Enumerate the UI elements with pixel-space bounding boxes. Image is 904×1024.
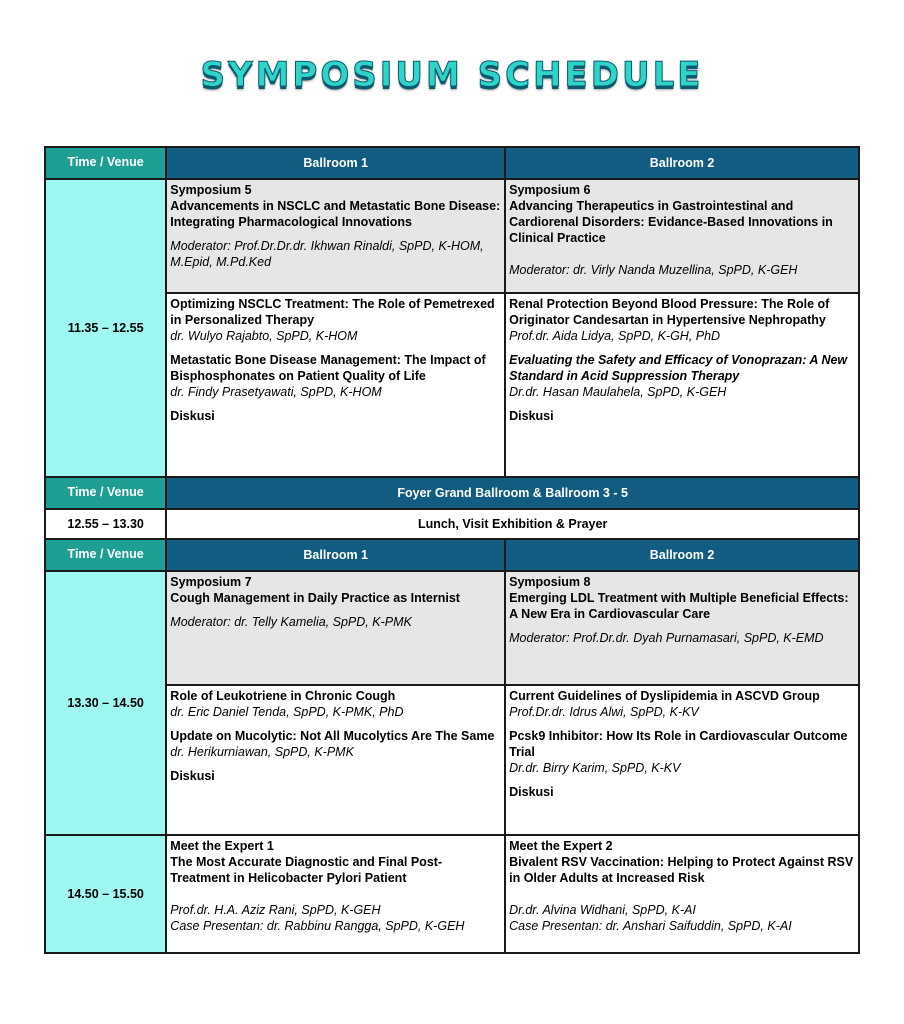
speaker: Dr.dr. Hasan Maulahela, SpPD, K-GEH <box>509 385 727 399</box>
time-slot: 13.30 – 14.50 <box>45 571 166 835</box>
talk-title: Update on Mucolytic: Not All Mucolytics Are The Same <box>170 729 495 743</box>
symposium-title: Emerging LDL Treatment with Multiple Beneficial Effects: A New Era in Cardiovascular Care <box>509 591 849 621</box>
session-label: Meet the Expert 2 <box>509 839 613 853</box>
symposium-7-intro <box>166 571 505 685</box>
speaker: dr. Wulyo Rajabto, SpPD, K-HOM <box>170 329 358 343</box>
case-presenter: Case Presentan: dr. Rabbinu Rangga, SpPD, K-GEH <box>170 919 465 933</box>
speaker: Prof.dr. H.A. Aziz Rani, SpPD, K-GEH <box>170 903 381 917</box>
moderator: Moderator: Prof.Dr.Dr.dr. Ikhwan Rinaldi, SpPD, K-HOM, M.Epid, M.Pd.Ked <box>170 239 484 269</box>
speaker: Prof.dr. Aida Lidya, SpPD, K-GH, PhD <box>509 329 721 343</box>
symposium-5-talks <box>166 293 505 477</box>
schedule-table <box>44 146 860 954</box>
meet-the-expert-2 <box>505 835 859 953</box>
discussion: Diskusi <box>170 409 215 423</box>
speaker: Dr.dr. Alvina Widhani, SpPD, K-AI <box>509 903 696 917</box>
talk-title: Metastatic Bone Disease Management: The Impact of Bisphosphonates on Patient Quality of Life <box>170 353 486 383</box>
session-label: Meet the Expert 1 <box>170 839 274 853</box>
header-row <box>45 539 859 571</box>
talk-title: Renal Protection Beyond Blood Pressure: The Role of Originator Candesartan in Hypertensive Nephropathy <box>509 297 830 327</box>
session-row <box>45 571 859 685</box>
speaker: Dr.dr. Birry Karim, SpPD, K-KV <box>509 761 681 775</box>
header-row <box>45 147 859 179</box>
discussion: Diskusi <box>170 769 215 783</box>
speaker: Prof.Dr.dr. Idrus Alwi, SpPD, K-KV <box>509 705 699 719</box>
ballroom1-header: Ballroom 1 <box>166 539 505 571</box>
foyer-header: Foyer Grand Ballroom & Ballroom 3 - 5 <box>166 477 859 509</box>
session-title: Bivalent RSV Vaccination: Helping to Protect Against RSV in Older Adults at Increased Risk <box>509 855 854 885</box>
moderator: Moderator: dr. Telly Kamelia, SpPD, K-PMK <box>170 615 412 629</box>
symposium-6-intro <box>505 179 859 293</box>
session-row <box>45 293 859 477</box>
time-slot: 14.50 – 15.50 <box>45 835 166 953</box>
symposium-label: Symposium 5 <box>170 183 252 197</box>
talk-title: Evaluating the Safety and Efficacy of Vonoprazan: A New Standard in Acid Suppression Therapy <box>509 353 848 383</box>
session-title: The Most Accurate Diagnostic and Final Post-Treatment in Helicobacter Pylori Patient <box>170 855 443 885</box>
session-row <box>45 835 859 953</box>
symposium-label: Symposium 6 <box>509 183 591 197</box>
case-presenter: Case Presentan: dr. Anshari Saifuddin, SpPD, K-AI <box>509 919 792 933</box>
time-venue-header: Time / Venue <box>45 147 166 179</box>
session-row <box>45 685 859 835</box>
header-row <box>45 477 859 509</box>
ballroom2-header: Ballroom 2 <box>505 147 859 179</box>
time-slot: 12.55 – 13.30 <box>45 509 166 539</box>
symposium-5-intro <box>166 179 505 293</box>
ballroom1-header: Ballroom 1 <box>166 147 505 179</box>
symposium-8-talks <box>505 685 859 835</box>
time-venue-header: Time / Venue <box>45 477 166 509</box>
ballroom2-header: Ballroom 2 <box>505 539 859 571</box>
speaker: dr. Herikurniawan, SpPD, K-PMK <box>170 745 354 759</box>
symposium-title: Advancements in NSCLC and Metastatic Bone Disease: Integrating Pharmacological Innovations <box>170 199 501 229</box>
talk-title: Pcsk9 Inhibitor: How Its Role in Cardiovascular Outcome Trial <box>509 729 848 759</box>
symposium-label: Symposium 8 <box>509 575 591 589</box>
time-venue-header: Time / Venue <box>45 539 166 571</box>
talk-title: Role of Leukotriene in Chronic Cough <box>170 689 396 703</box>
moderator: Moderator: dr. Virly Nanda Muzellina, SpPD, K-GEH <box>509 263 798 277</box>
lunch-text: Lunch, Visit Exhibition & Prayer <box>166 509 859 539</box>
symposium-8-intro <box>505 571 859 685</box>
moderator: Moderator: Prof.Dr.dr. Dyah Purnamasari, SpPD, K-EMD <box>509 631 824 645</box>
discussion: Diskusi <box>509 409 554 423</box>
talk-title: Current Guidelines of Dyslipidemia in ASCVD Group <box>509 689 820 703</box>
speaker: dr. Eric Daniel Tenda, SpPD, K-PMK, PhD <box>170 705 404 719</box>
symposium-title: Cough Management in Daily Practice as Internist <box>170 591 460 605</box>
symposium-7-talks <box>166 685 505 835</box>
symposium-label: Symposium 7 <box>170 575 252 589</box>
page-title: SYMPOSIUM SCHEDULE <box>200 55 704 95</box>
time-slot: 11.35 – 12.55 <box>45 179 166 477</box>
lunch-row <box>45 509 859 539</box>
talk-title: Optimizing NSCLC Treatment: The Role of Pemetrexed in Personalized Therapy <box>170 297 495 327</box>
speaker: dr. Findy Prasetyawati, SpPD, K-HOM <box>170 385 382 399</box>
meet-the-expert-1 <box>166 835 505 953</box>
discussion: Diskusi <box>509 785 554 799</box>
session-row <box>45 179 859 293</box>
symposium-title: Advancing Therapeutics in Gastrointestinal and Cardiorenal Disorders: Evidance-Based Innovations in Clinical Practice <box>509 199 833 245</box>
symposium-6-talks <box>505 293 859 477</box>
